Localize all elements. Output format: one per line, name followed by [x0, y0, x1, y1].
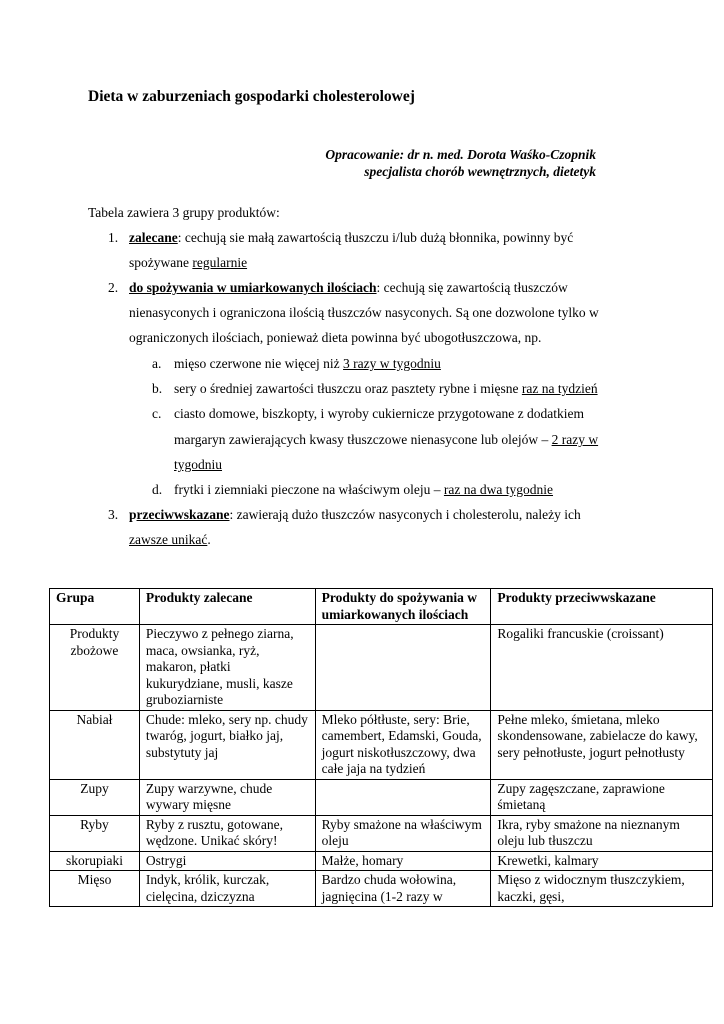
sub-item-c-freq: 2 razy w [551, 432, 599, 447]
table-row [50, 851, 713, 871]
cell-moderate: Mleko półtłuste, sery: Brie, camembert, Edamski, Gouda, jogurt niskotłuszczowy, dwa całe jaja na tydzień [315, 710, 491, 779]
list-item-3-text: : zawierają dużo tłuszczów nasyconych i cholesterolu, należy ich [229, 507, 581, 522]
sub-item-a-freq: 3 razy w tygodniu [343, 356, 441, 371]
sub-item-c-line-2 [174, 432, 598, 448]
list-item-2-line-2: nienasyconych i ograniczona ilością tłuszczów nasyconych. Są one dozwolone tylko w [129, 305, 599, 320]
cell-moderate [315, 779, 491, 815]
sub-item-b-freq: raz na tydzień [521, 381, 598, 396]
page-bottom-margin [0, 931, 724, 1024]
term-zalecane: zalecane [129, 230, 178, 245]
author-block [325, 146, 596, 180]
sub-item-c-freq-2: tygodniu [174, 457, 223, 472]
table-row [50, 625, 713, 711]
sub-item-b-text: sery o średniej zawartości tłuszczu oraz pasztety rybne i mięsne [174, 381, 522, 396]
sub-item-c-line-1: ciasto domowe, biszkopty, i wyroby cukiernicze przygotowane z dodatkiem [174, 406, 585, 421]
cell-recommended: Indyk, królik, kurczak, cielęcina, dziczyzna [139, 871, 315, 907]
cell-group: Produkty zbożowe [50, 625, 140, 711]
cell-contraindicated: Krewetki, kalmary [491, 851, 713, 871]
list-item-2-text: : cechują się zawartością tłuszczów [376, 280, 568, 295]
sub-item-a [174, 356, 441, 372]
cell-moderate: Małże, homary [315, 851, 491, 871]
sub-item-d-freq: raz na dwa tygodnie [443, 482, 554, 497]
table-header-row [50, 589, 713, 625]
list-number-3: 3. [108, 507, 119, 522]
sub-item-b [174, 381, 598, 397]
cell-recommended: Chude: mleko, sery np. chudy twaróg, jogurt, białko jaj, substytuty jaj [139, 710, 315, 779]
header-zalecane: Produkty zalecane [139, 589, 315, 625]
header-umiarkowane: Produkty do spożywania w umiarkowanych ilościach [315, 589, 491, 625]
list-number-2: 2. [108, 280, 119, 295]
term-umiarkowane: do spożywania w umiarkowanych ilościach [129, 280, 377, 295]
cell-group: Nabiał [50, 710, 140, 779]
table-row [50, 815, 713, 851]
list-number-1: 1. [108, 230, 119, 245]
cell-group: Mięso [50, 871, 140, 907]
cell-contraindicated: Pełne mleko, śmietana, mleko skondensowane, zabielacze do kawy, sery pełnotłuste, jogurt pełnotłusty [491, 710, 713, 779]
list-item-3-line-1 [129, 507, 581, 523]
table-row [50, 779, 713, 815]
product-table [49, 588, 713, 907]
header-przeciwwskazane: Produkty przeciwwskazane [491, 589, 713, 625]
cell-recommended: Ostrygi [139, 851, 315, 871]
sub-letter-b: b. [152, 381, 163, 396]
cell-moderate: Bardzo chuda wołowina, jagnięcina (1-2 razy w [315, 871, 491, 907]
sub-letter-c: c. [152, 406, 162, 421]
cell-recommended: Ryby z rusztu, gotowane, wędzone. Unikać skóry! [139, 815, 315, 851]
cell-group: Ryby [50, 815, 140, 851]
author-line-2: specjalista chorób wewnętrznych, dietetyk [364, 164, 596, 179]
cell-recommended: Pieczywo z pełnego ziarna, maca, owsianka, ryż, makaron, płatki kukurydziane, musli, kasze gruboziarniste [139, 625, 315, 711]
cell-group: skorupiaki [50, 851, 140, 871]
sub-item-a-text: mięso czerwone nie więcej niż [174, 356, 344, 371]
cell-recommended: Zupy warzywne, chude wywary mięsne [139, 779, 315, 815]
sub-letter-d: d. [152, 482, 163, 497]
list-item-1-line-1 [129, 230, 573, 246]
sub-item-c-line-3 [174, 457, 222, 473]
term-p: p [129, 507, 137, 522]
sub-item-c-text: margaryn zawierających kwasy tłuszczowe nienasycone lub olejów – [174, 432, 552, 447]
table-row [50, 710, 713, 779]
cell-contraindicated: Mięso z widocznym tłuszczykiem, kaczki, gęsi, [491, 871, 713, 907]
list-item-2-line-1 [129, 280, 568, 296]
list-item-1-text-2: spożywane [129, 255, 193, 270]
header-grupa: Grupa [50, 589, 140, 625]
author-line-1: Opracowanie: dr n. med. Dorota Waśko-Czopnik [325, 147, 596, 162]
term-przeciwwskazane: rzeciwwskazane [136, 507, 230, 522]
list-item-3-line-2 [129, 532, 211, 548]
term-zawsze-unikac: zawsze unikać [129, 532, 208, 547]
cell-moderate [315, 625, 491, 711]
term-regularnie: regularnie [192, 255, 248, 270]
list-item-1-text: : cechują sie małą zawartością tłuszczu i/lub dużą błonnika, powinny być [177, 230, 574, 245]
document-title: Dieta w zaburzeniach gospodarki cholesterolowej [88, 88, 415, 105]
list-item-1-line-2 [129, 255, 247, 271]
list-item-2-line-3: ograniczonych ilościach, ponieważ dieta powinna być ubogotłuszczowa, np. [129, 330, 542, 345]
sub-item-d-text: frytki i ziemniaki pieczone na właściwym oleju – [174, 482, 444, 497]
intro-text: Tabela zawiera 3 grupy produktów: [88, 205, 280, 220]
list-item-3-end: . [207, 532, 211, 547]
sub-letter-a: a. [152, 356, 162, 371]
sub-item-d [174, 482, 553, 498]
table-row [50, 871, 713, 907]
cell-contraindicated: Zupy zagęszczane, zaprawione śmietaną [491, 779, 713, 815]
cell-group: Zupy [50, 779, 140, 815]
cell-contraindicated: Ikra, ryby smażone na nieznanym oleju lub tłuszczu [491, 815, 713, 851]
cell-moderate: Ryby smażone na właściwym oleju [315, 815, 491, 851]
cell-contraindicated: Rogaliki francuskie (croissant) [491, 625, 713, 711]
